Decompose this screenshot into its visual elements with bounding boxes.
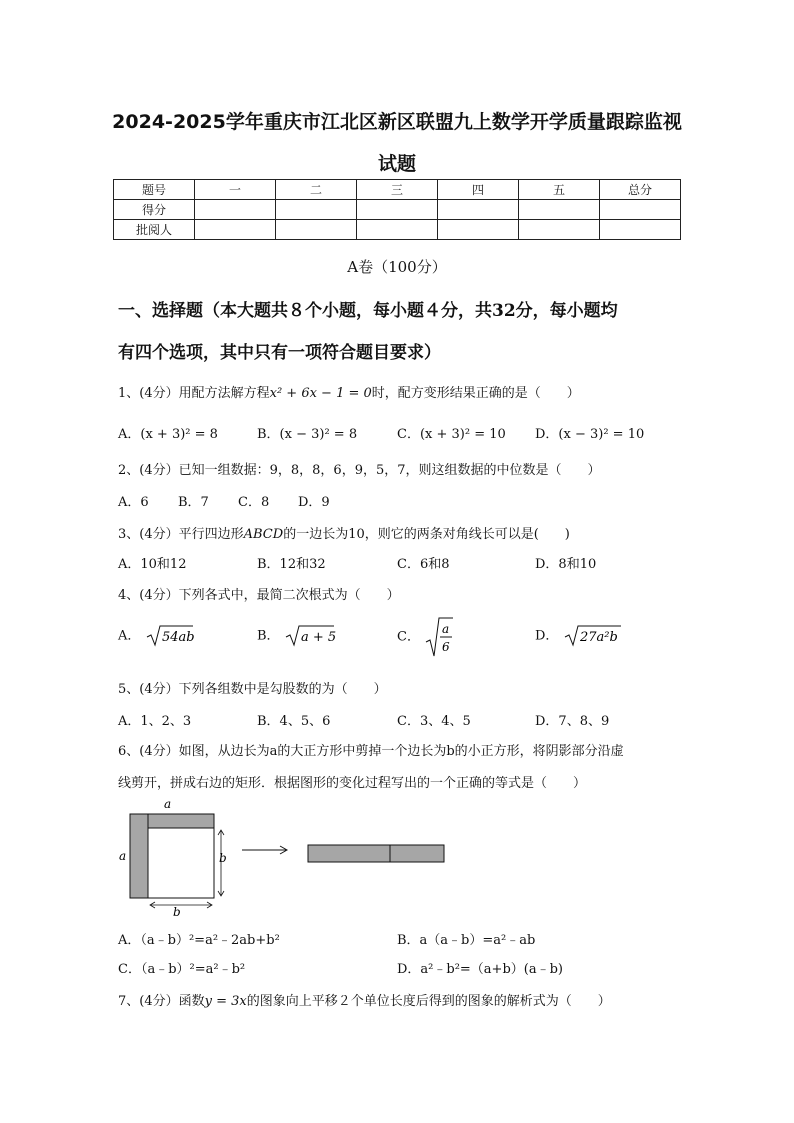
section-heading: 一、选择题（本大题共８个小题，每小题４分，共32分，每小题均: [118, 301, 618, 321]
score-cell: [600, 200, 681, 220]
row-label: 得分: [114, 200, 195, 220]
grader-cell: [519, 220, 600, 240]
question-7: [118, 990, 611, 1009]
option-d: D．9: [298, 495, 330, 510]
option-d: [535, 624, 623, 648]
question-1: [118, 382, 580, 401]
score-table: [113, 179, 681, 240]
option-a: A．1、2、3: [118, 714, 192, 729]
header-cell: 三: [357, 180, 438, 200]
option-c: C．8: [238, 495, 270, 510]
radicand: 27a²b: [579, 630, 618, 645]
question-stem: 7、(4分）函数: [118, 994, 205, 1009]
question-stem: 3、(4分）平行四边形: [118, 527, 244, 542]
header-cell: 二: [276, 180, 357, 200]
numerator: a: [442, 622, 450, 636]
figure-name: ABCD: [243, 527, 284, 542]
option-d: D．8和10: [535, 557, 597, 572]
exam-title-continued: 试题: [377, 153, 416, 175]
question-4: 4、(4分）下列各式中，最简二次根式为（ ）: [118, 588, 400, 603]
question-6: 6、(4分）如图，从边长为a的大正方形中剪掉一个边长为b的小正方形，将阴影部分沿虚: [118, 744, 624, 759]
shaded-top-strip: [148, 814, 214, 828]
option-c: C．（a﹣b）²=a²﹣b²: [118, 962, 246, 977]
grader-row: [114, 220, 681, 240]
option-a: [118, 624, 195, 648]
option-c: C．3、4、5: [397, 714, 471, 729]
question-stem-tail: 的图象向上平移２个单位长度后得到的图象的解析式为（ ）: [246, 994, 611, 1009]
option-b: B．7: [178, 495, 209, 510]
denominator: 6: [442, 640, 450, 654]
option-b: B．(x − 3)² = 8: [257, 427, 358, 442]
score-cell: [357, 200, 438, 220]
header-cell: 题号: [114, 180, 195, 200]
row-label: 批阅人: [114, 220, 195, 240]
option-b: [257, 624, 336, 648]
score-cell: [276, 200, 357, 220]
score-cell: [195, 200, 276, 220]
option-a: A．(x + 3)² = 8: [118, 427, 218, 442]
grader-cell: [438, 220, 519, 240]
question-stem-tail: 的一边长为10，则它的两条对角线长可以是( ): [283, 527, 570, 542]
score-cell: [519, 200, 600, 220]
function-expression: y = 3x: [204, 994, 247, 1009]
question-stem: 1、(4分）用配方法解方程: [118, 386, 270, 401]
label-a-top: a: [164, 797, 172, 811]
grader-cell: [195, 220, 276, 240]
grader-cell: [276, 220, 357, 240]
sqrt-symbol-icon: [145, 624, 195, 648]
sqrt-fraction-icon: [424, 616, 454, 658]
option-c: [397, 616, 454, 658]
grader-cell: [357, 220, 438, 240]
header-cell: 五: [519, 180, 600, 200]
header-cell: 总分: [600, 180, 681, 200]
option-d: D．7、8、9: [535, 714, 610, 729]
option-letter: D．: [535, 628, 559, 644]
question-6-continued: 线剪开，拼成右边的矩形．根据图形的变化过程写出的一个正确的等式是（ ）: [118, 776, 587, 791]
sqrt-symbol-icon: [563, 624, 623, 648]
question-5: 5、(4分）下列各组数中是勾股数的为（ ）: [118, 682, 387, 697]
section-heading-continued: 有四个选项，其中只有一项符合题目要求）: [118, 343, 441, 363]
equation: x² + 6x − 1 = 0: [269, 386, 372, 401]
q6-figure: [118, 796, 458, 922]
header-cell: 四: [438, 180, 519, 200]
question-3: [118, 523, 570, 542]
option-d: D．a²﹣b²=（a+b）(a﹣b): [397, 962, 563, 977]
label-b-bottom: b: [173, 905, 181, 918]
volume-label: A卷（100分）: [347, 258, 447, 276]
radicand: a + 5: [300, 630, 336, 645]
header-cell: 一: [195, 180, 276, 200]
option-a: A．10和12: [118, 557, 187, 572]
option-d: D．(x − 3)² = 10: [535, 427, 645, 442]
shaded-left-strip: [130, 814, 148, 898]
option-letter: A．: [118, 628, 141, 644]
option-b: B．4、5、6: [257, 714, 331, 729]
question-2: 2、(4分）已知一组数据：9，8，8，6，9，5，7，则这组数据的中位数是（ ）: [118, 463, 601, 478]
option-letter: B．: [257, 628, 280, 644]
label-a-left: a: [119, 849, 127, 863]
score-table-header-row: [114, 180, 681, 200]
option-letter: C．: [397, 629, 420, 645]
radicand: 54ab: [161, 630, 195, 645]
result-rectangle: [308, 845, 444, 862]
exam-title: 2024-2025学年重庆市江北区新区联盟九上数学开学质量跟踪监视: [112, 111, 682, 133]
option-b: B．12和32: [257, 557, 326, 572]
option-c: C．6和8: [397, 557, 450, 572]
grader-cell: [600, 220, 681, 240]
label-b-right: b: [219, 851, 227, 865]
question-stem-tail: 时，配方变形结果正确的是（ ）: [371, 386, 580, 401]
score-cell: [438, 200, 519, 220]
option-a: A．6: [118, 495, 149, 510]
option-c: C．(x + 3)² = 10: [397, 427, 506, 442]
score-row: [114, 200, 681, 220]
option-b: B．a（a﹣b）=a²﹣ab: [397, 933, 536, 948]
sqrt-symbol-icon: [284, 624, 336, 648]
option-a: A．（a﹣b）²=a²﹣2ab+b²: [118, 933, 280, 948]
